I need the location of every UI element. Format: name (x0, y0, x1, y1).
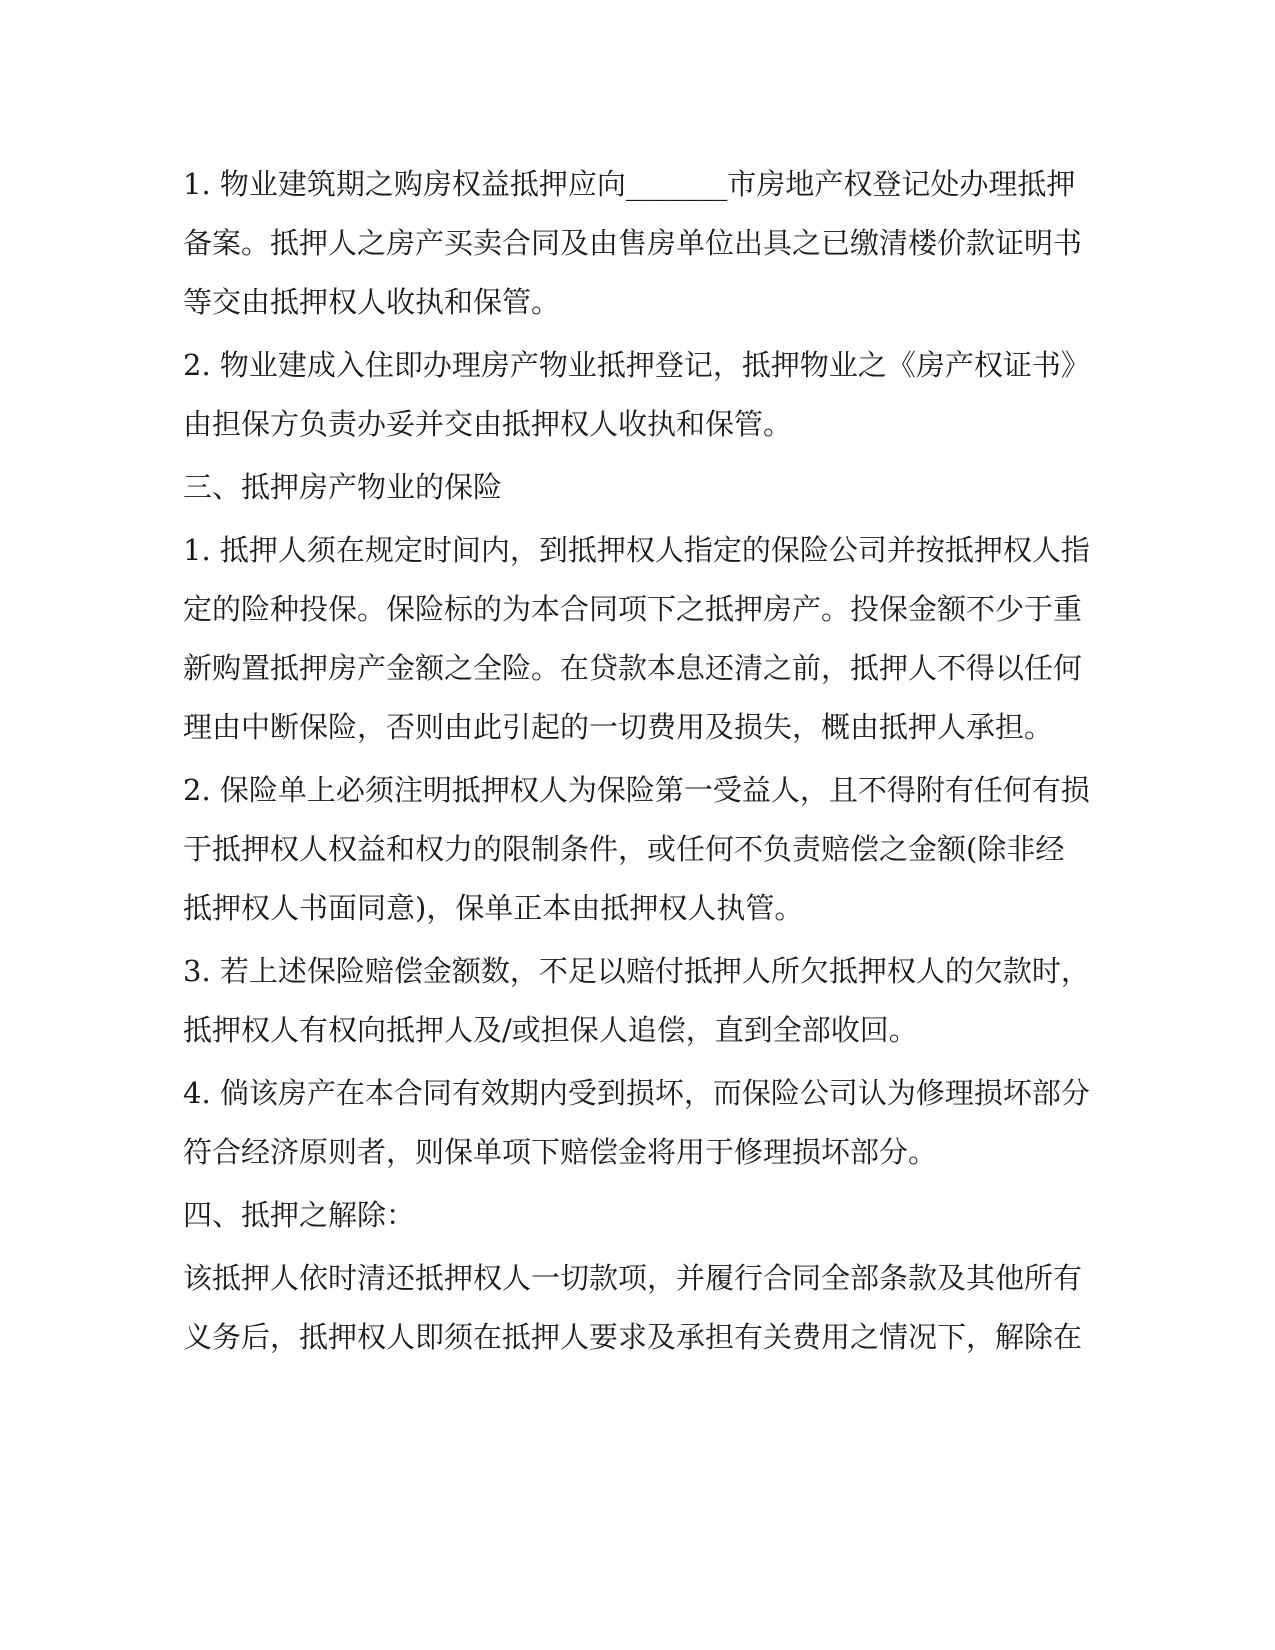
paragraph-insurance-2 (183, 761, 1093, 938)
text-line: 该抵押人依时清还抵押权人一切款项，并履行合同全部条款及其他所有 (183, 1261, 1083, 1295)
text-line: 义务后，抵押权人即须在抵押人要求及承担有关费用之情况下，解除在 (183, 1320, 1083, 1354)
text-line: 抵押权人书面同意)，保单正本由抵押权人执管。 (183, 891, 804, 925)
text-line: 4. 倘该房产在本合同有效期内受到损坏，而保险公司认为修理损坏部分 (183, 1076, 1090, 1110)
text-line: 由担保方负责办妥并交由抵押权人收执和保管。 (183, 407, 793, 441)
text-line: 抵押权人有权向抵押人及/或担保人追偿，直到全部收回。 (183, 1013, 918, 1047)
text-line: 1. 抵押人须在规定时间内，到抵押权人指定的保险公司并按抵押权人指 (183, 533, 1090, 567)
text-line: 符合经济原则者，则保单项下赔偿金将用于修理损坏部分。 (183, 1135, 938, 1169)
heading-line: 三、抵押房产物业的保险 (183, 470, 503, 504)
paragraph-insurance-3 (183, 942, 1093, 1060)
document-body (183, 155, 1093, 1371)
paragraph-release (183, 1249, 1093, 1367)
text-line: 新购置抵押房产金额之全险。在贷款本息还清之前，抵押人不得以任何 (183, 651, 1083, 685)
text-line: 等交由抵押权人收执和保管。 (183, 285, 561, 319)
section-heading-release (183, 1186, 1093, 1245)
section-heading-insurance (183, 458, 1093, 517)
heading-line: 四、抵押之解除： (183, 1198, 416, 1232)
text-line: 3. 若上述保险赔偿金额数，不足以赔付抵押人所欠抵押权人的欠款时， (183, 954, 1090, 988)
text-line: 2. 保险单上必须注明抵押权人为保险第一受益人，且不得附有任何有损 (183, 773, 1090, 807)
text-line: 定的险种投保。保险标的为本合同项下之抵押房产。投保金额不少于重 (183, 592, 1083, 626)
text-line: 备案。抵押人之房产买卖合同及由售房单位出具之已缴清楼价款证明书 (183, 226, 1083, 260)
text-line: 2. 物业建成入住即办理房产物业抵押登记，抵押物业之《房产权证书》 (183, 348, 1090, 382)
text-line: 于抵押权人权益和权力的限制条件，或任何不负责赔偿之金额(除非经 (183, 832, 1065, 866)
text-line: 理由中断保险，否则由此引起的一切费用及损失，概由抵押人承担。 (183, 710, 1054, 744)
paragraph-mortgage-registration (183, 336, 1093, 454)
text-line: 1. 物业建筑期之购房权益抵押应向_______市房地产权登记处办理抵押 (183, 167, 1076, 201)
paragraph-insurance-4 (183, 1064, 1093, 1182)
paragraph-registration (183, 155, 1093, 332)
paragraph-insurance-1 (183, 521, 1093, 757)
